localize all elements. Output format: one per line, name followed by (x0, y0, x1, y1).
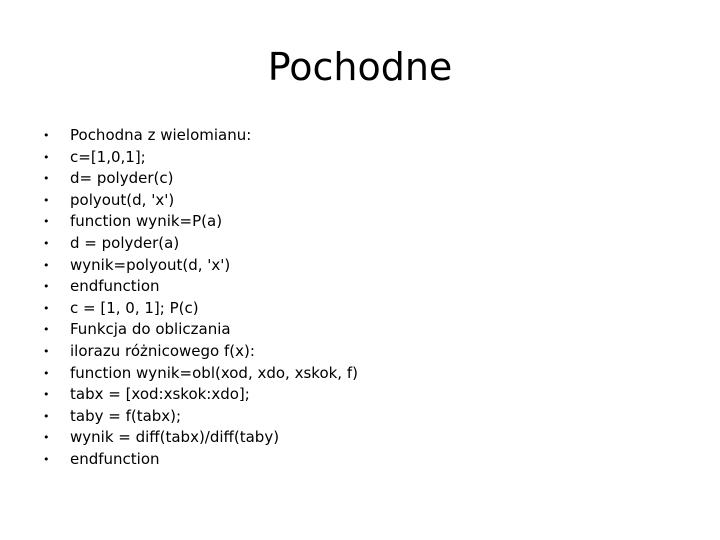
bullet-text: polyout(d, 'x') (70, 190, 175, 209)
bullet-dot-icon: • (43, 301, 50, 315)
bullet-dot-icon: • (43, 431, 50, 445)
bullet-item (40, 147, 680, 169)
bullet-dot-icon: • (43, 236, 50, 250)
bullet-item (40, 168, 680, 190)
bullet-text: function wynik=P(a) (70, 212, 223, 231)
bullet-item (40, 233, 680, 255)
bullet-dot-icon: • (43, 193, 50, 207)
bullet-item (40, 384, 680, 406)
bullet-item (40, 363, 680, 385)
bullet-text: Pochodna z wielomianu: (70, 126, 252, 144)
bullet-item (40, 276, 680, 298)
bullet-dot-icon: • (43, 129, 50, 142)
bullet-item (40, 298, 680, 320)
bullet-dot-icon: • (43, 258, 50, 272)
bullet-text: endfunction (70, 277, 160, 296)
bullet-item (40, 255, 680, 277)
bullet-text: taby = f(tabx); (70, 406, 182, 425)
slide-title (0, 42, 720, 92)
bullet-text: endfunction (70, 449, 160, 468)
bullet-item (40, 211, 680, 233)
bullet-text: Funkcja do obliczania (70, 320, 231, 339)
bullet-dot-icon: • (43, 452, 50, 466)
bullet-dot-icon: • (43, 215, 50, 229)
bullet-item (40, 406, 680, 428)
bullet-item (40, 341, 680, 363)
bullet-text: wynik = diff(tabx)/diff(taby) (70, 428, 280, 447)
bullet-text: ilorazu różnicowego f(x): (70, 341, 255, 360)
bullet-dot-icon: • (43, 172, 50, 186)
bullet-item (40, 449, 680, 471)
bullet-text: function wynik=obl(xod, xdo, xskok, f) (70, 363, 358, 382)
bullet-list (40, 125, 680, 471)
bullet-dot-icon: • (43, 280, 50, 294)
bullet-dot-icon: • (43, 388, 50, 402)
bullet-text: d= polyder(c) (70, 169, 174, 188)
bullet-text: c = [1, 0, 1]; P(c) (70, 298, 199, 317)
bullet-dot-icon: • (43, 150, 50, 164)
bullet-item (40, 427, 680, 449)
bullet-text: wynik=polyout(d, 'x') (70, 255, 231, 274)
bullet-text: tabx = [xod:xskok:xdo]; (70, 385, 250, 404)
bullet-dot-icon: • (43, 366, 50, 380)
bullet-dot-icon: • (43, 344, 50, 358)
slide-title-text: Pochodne (267, 45, 453, 89)
bullet-dot-icon: • (43, 323, 50, 337)
bullet-text: d = polyder(a) (70, 233, 180, 252)
bullet-dot-icon: • (43, 409, 50, 423)
bullet-item (40, 125, 680, 147)
bullet-item (40, 319, 680, 341)
bullet-item (40, 190, 680, 212)
bullet-text: c=[1,0,1]; (70, 147, 146, 166)
